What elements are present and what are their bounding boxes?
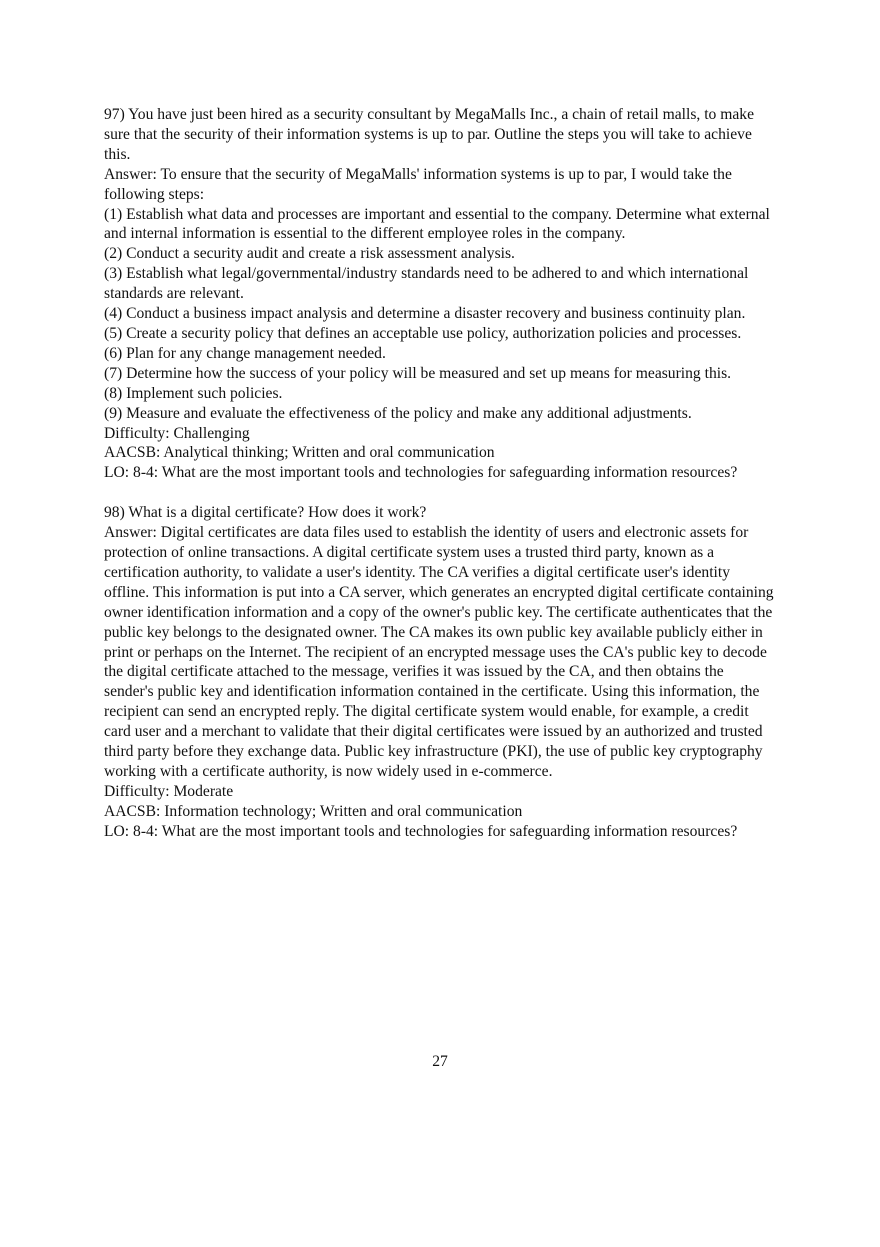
answer-step: (9) Measure and evaluate the effectiveness of the policy and make any additional adjustments. [104, 404, 692, 422]
question-text: 98) What is a digital certificate? How does it work? [104, 504, 427, 522]
question-97 [104, 105, 776, 483]
answer-step: (1) Establish what data and processes are important and essential to the company. Determine what external and internal information is essential to the different employee roles in the company. [104, 205, 770, 243]
difficulty: Difficulty: Moderate [104, 782, 234, 800]
answer-step: (4) Conduct a business impact analysis and determine a disaster recovery and business continuity plan. [104, 305, 746, 323]
page-number: 27 [432, 1053, 448, 1070]
aacsb: AACSB: Information technology; Written and oral communication [104, 802, 523, 820]
answer-step: (7) Determine how the success of your policy will be measured and set up means for measuring this. [104, 364, 732, 382]
answer-step: (6) Plan for any change management needed. [104, 344, 386, 362]
spacer [104, 483, 776, 503]
learning-objective: LO: 8-4: What are the most important tools and technologies for safeguarding information resources? [104, 822, 738, 840]
difficulty: Difficulty: Challenging [104, 424, 250, 442]
document-page [104, 105, 776, 842]
question-98 [104, 503, 776, 841]
answer-step: (3) Establish what legal/governmental/industry standards need to be adhered to and which international standards are relevant. [104, 265, 749, 303]
answer-step: (2) Conduct a security audit and create a risk assessment analysis. [104, 245, 515, 263]
answer-step: (5) Create a security policy that defines an acceptable use policy, authorization policies and processes. [104, 324, 742, 342]
answer-intro: Answer: To ensure that the security of MegaMalls' information systems is up to par, I would take the following steps: [104, 165, 732, 203]
question-text: 97) You have just been hired as a security consultant by MegaMalls Inc., a chain of retail malls, to make sure that the security of their information systems is up to par. Outline the steps you will take to achieve this. [104, 106, 755, 163]
aacsb: AACSB: Analytical thinking; Written and oral communication [104, 444, 495, 462]
answer-step: (8) Implement such policies. [104, 384, 283, 402]
learning-objective: LO: 8-4: What are the most important tools and technologies for safeguarding information resources? [104, 464, 738, 482]
answer-text: Answer: Digital certificates are data files used to establish the identity of users and electronic assets for protection of online transactions. A digital certificate system uses a trusted third party, known as a certification authority, to validate a user's identity. The CA verifies a digital certificate user's identity offline. This information is put into a CA server, which generates an encrypted digital certificate containing owner identification information and a copy of the owner's public key. The certificate authenticates that the public key belongs to the designated owner. The CA makes its own public key available publicly either in print or perhaps on the Internet. The recipient of an encrypted message uses the CA's public key to decode the digital certificate attached to the message, verifies it was issued by the CA, and then obtains the sender's public key and identification information contained in the certificate. Using this information, the recipient can send an encrypted reply. The digital certificate system would enable, for example, a credit card user and a merchant to validate that their digital certificates were issued by an authorized and trusted third party before they exchange data. Public key infrastructure (PKI), the use of public key cryptography working with a certificate authority, is now widely used in e-commerce. [104, 524, 774, 780]
